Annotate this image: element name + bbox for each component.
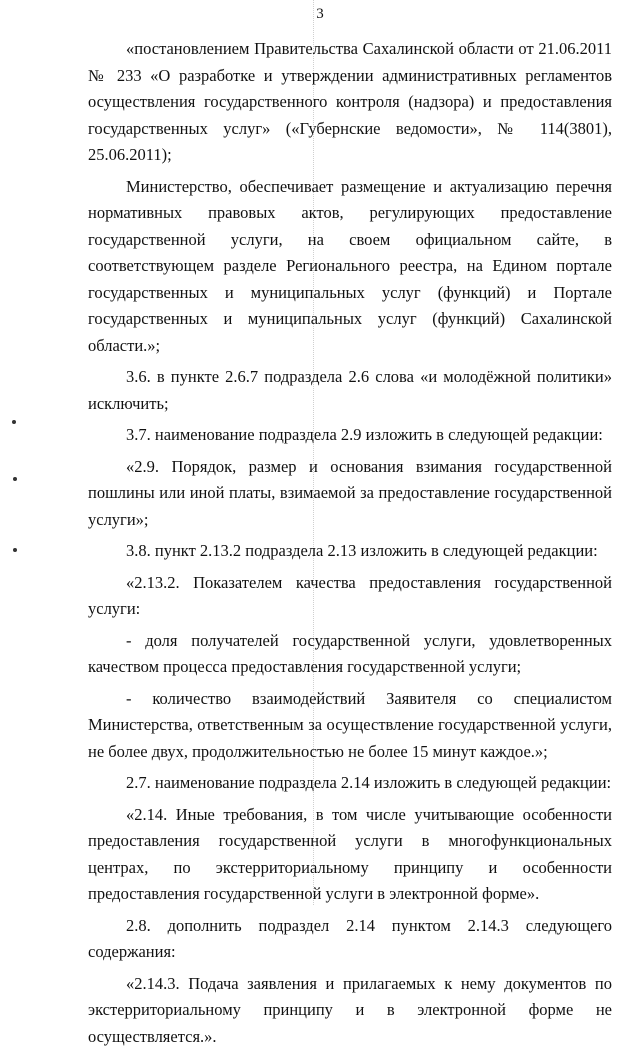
paragraph-2-14: «2.14. Иные требования, в том числе учитывающие особенности предоставления государственной услуги в многофункциональных центрах, по экстерриториальному принципу и особенности предоставления государственной услуги в электронной форме». (88, 802, 612, 908)
paragraph-2-7: 2.7. наименование подраздела 2.14 изложить в следующей редакции: (88, 770, 612, 797)
paragraph-3-8: 3.8. пункт 2.13.2 подраздела 2.13 изложить в следующей редакции: (88, 538, 612, 565)
paragraph-ministry-list: Министерство, обеспечивает размещение и актуализацию перечня нормативных правовых актов, регулирующих предоставление государственной услуги, на своем официальном сайте, в соответствующем разделе Регионального реестра, на Едином портале государственных и муниципальных услуг (функций) и Портале государственных и муниципальных услуг (функций) Сахалинской области.»; (88, 174, 612, 360)
paragraph-3-6: 3.6. в пункте 2.6.7 подраздела 2.6 слова «и молодёжной политики» исключить; (88, 364, 612, 417)
page-number: 3 (0, 6, 640, 23)
scan-speck (13, 477, 17, 481)
paragraph-2-13-2: «2.13.2. Показателем качества предоставления государственной услуги: (88, 570, 612, 623)
paragraph-2-8: 2.8. дополнить подраздел 2.14 пунктом 2.14.3 следующего содержания: (88, 913, 612, 966)
paragraph-3-7: 3.7. наименование подраздела 2.9 изложить в следующей редакции: (88, 422, 612, 449)
list-item-interactions-count: - количество взаимодействий Заявителя со специалистом Министерства, ответственным за осуществление государственной услуги, не более двух, продолжительностью не более 15 минут каждое.»; (88, 686, 612, 766)
paragraph-resolution-reference: «постановлением Правительства Сахалинской области от 21.06.2011 № 233 «О разработке и утверждении административных регламентов осуществления государственного контроля (надзора) и предоставления государственных услуг» («Губернские ведомости», № 114(3801), 25.06.2011); (88, 36, 612, 169)
list-item-share-recipients: - доля получателей государственной услуги, удовлетворенных качеством процесса предоставления государственной услуги; (88, 628, 612, 681)
scan-speck (13, 548, 17, 552)
paragraph-2-14-3: «2.14.3. Подача заявления и прилагаемых к нему документов по экстерриториальному принципу и в электронной форме не осуществляется.». (88, 971, 612, 1050)
document-body (88, 36, 612, 1050)
scan-speck (12, 420, 16, 424)
paragraph-2-9: «2.9. Порядок, размер и основания взимания государственной пошлины или иной платы, взимаемой за предоставление государственной услуги»; (88, 454, 612, 534)
